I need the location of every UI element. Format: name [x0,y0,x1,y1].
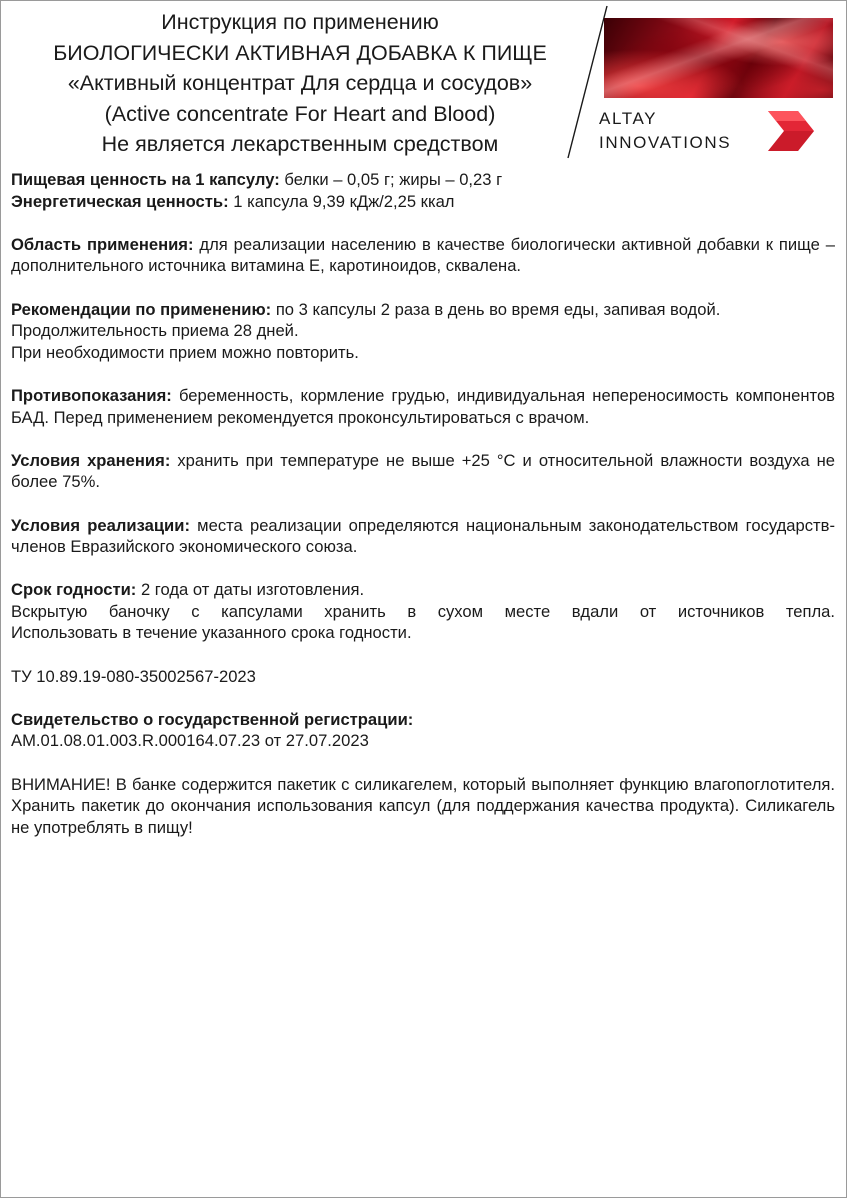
shelf-life-label: Срок годности: [11,580,137,600]
nutrition-label: Пищевая ценность на 1 капсулу: [11,170,280,189]
recommendations-section [11,299,835,364]
warning-text: ВНИМАНИЕ! В банке содержится пакетик с силикагелем, который выполняет функцию влагопоглотителя. Хранить пакетик до окончания использования капсул (для поддержания качества продукта). Силикагель не употреблять в пищу! [11,774,835,837]
title-line-heading: Инструкция по применению [161,10,439,34]
storage-section [11,450,835,493]
recommendations-duration: Продолжительность приема 28 дней. [11,321,299,341]
recommendations-repeat: При необходимости прием можно повторить. [11,342,359,362]
tu-section [11,666,835,688]
sale-label: Условия реализации: [11,515,190,535]
shelf-life-section [11,579,835,644]
contraindications-label: Противопоказания: [11,385,172,405]
storage-label: Условия хранения: [11,450,171,470]
title-line-product-name: «Активный концентрат Для сердца и сосудов» [67,71,533,95]
title-line-disclaimer: Не является лекарственным средством [101,132,499,156]
storage-text: хранить при температуре не выше +25 °C и относительной влажности воздуха не более 75%. [11,450,835,492]
contraindications-section [11,385,835,428]
brand-line-1: ALTAY [599,109,658,128]
shelf-life-text: 2 года от даты изготовления. [136,580,365,600]
warning-section [11,774,835,839]
red-abstract-image [604,18,833,98]
shelf-life-use-note: Использовать в течение указанного срока годности. [11,623,412,643]
energy-label: Энергетическая ценность: [11,191,229,211]
scope-section [11,234,835,277]
contraindications-text: беременность, кормление грудью, индивидуальная непереносимость компонентов БАД. Перед применением рекомендуется проконсультироваться с врачом. [11,385,835,427]
recommendations-label: Рекомендации по применению: [11,299,272,319]
registration-section [11,709,835,752]
sale-section [11,515,835,558]
scope-label: Область применения: [11,234,194,254]
brand-logo [599,107,839,157]
registration-label: Свидетельство о государственной регистрации: [11,709,414,729]
nutrition-section [11,169,835,212]
shelf-life-storage-note: Вскрытую баночку с капсулами хранить в сухом месте вдали от источников тепла. [11,601,835,621]
title-line-product-type: БИОЛОГИЧЕСКИ АКТИВНАЯ ДОБАВКА К ПИЩЕ [53,40,547,65]
title-line-product-name-en: (Active concentrate For Heart and Blood) [104,101,496,126]
brand-line-2: INNOVATIONS [599,133,732,152]
recommendations-text: по 3 капсулы 2 раза в день во время еды, запивая водой. [271,299,721,319]
tu-number: ТУ 10.89.19-080-35002567-2023 [11,666,256,686]
nutrition-value: белки – 0,05 г; жиры – 0,23 г [279,170,503,189]
energy-value: 1 капсула 9,39 кДж/2,25 ккал [228,191,455,211]
instruction-body [11,169,835,860]
registration-number: AM.01.08.01.003.R.000164.07.23 от 27.07.2023 [11,731,369,751]
brand-name [599,107,731,155]
sale-text: места реализации определяются национальным законодательством государств-членов Евразийского экономического союза. [11,515,836,557]
header [1,1,847,163]
scope-text: для реализации населению в качестве биологически активной добавки к пище – дополнительного источника витамина Е, каротиноидов, сквалена. [11,234,835,276]
brand-arrow-icon [768,111,814,151]
